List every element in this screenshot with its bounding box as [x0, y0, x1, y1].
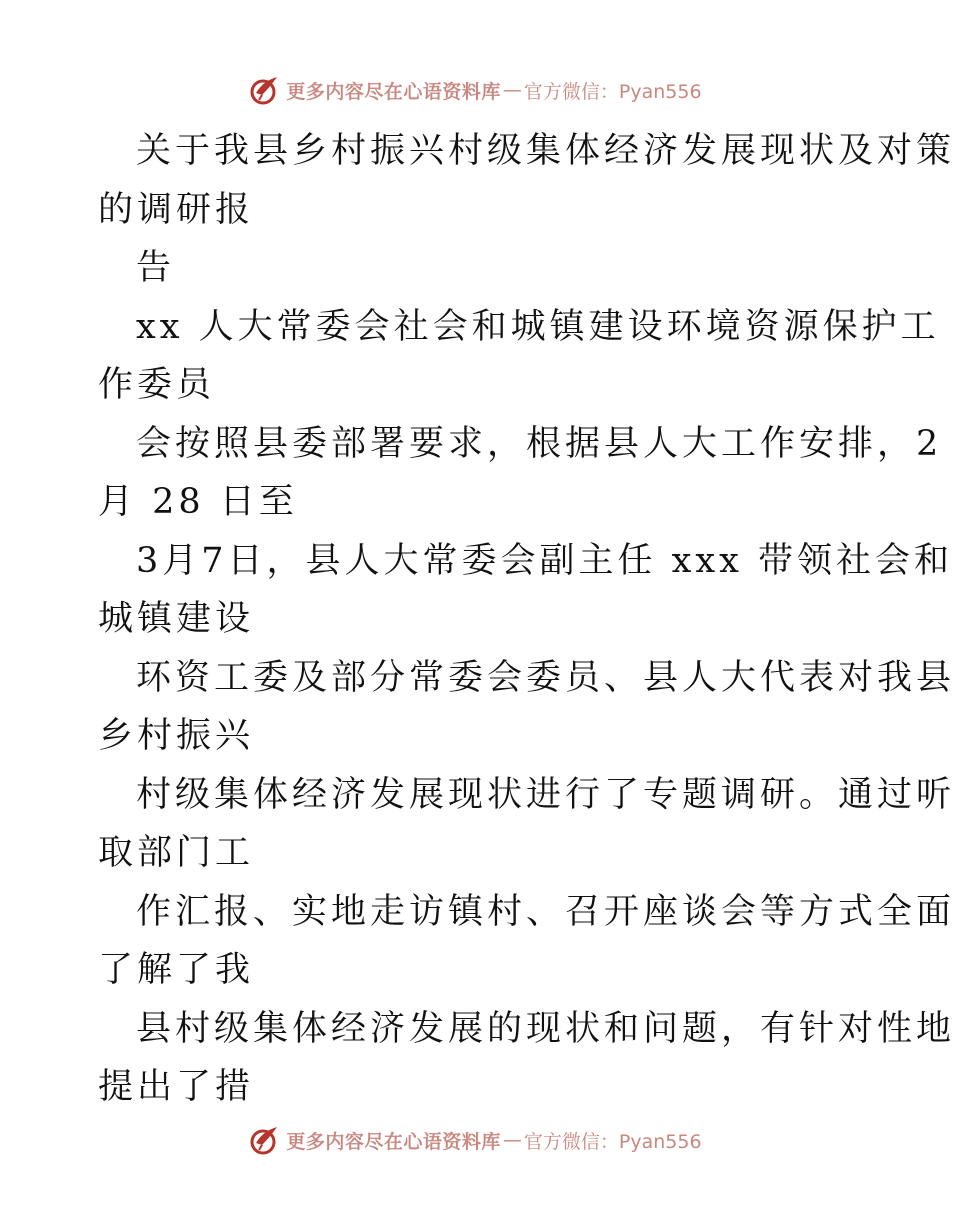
header-banner-content — [248, 73, 701, 107]
text-line: 月 28 日至 — [98, 482, 298, 522]
text-line: xx 人大常委会社会和城镇建设环境资源保护工 — [136, 306, 940, 347]
text-line: 告 — [136, 248, 176, 288]
text-line: 村级集体经济发展现状进行了专题调研。通过听 — [136, 774, 955, 815]
footer-banner — [0, 1120, 950, 1160]
brand-logo-icon — [248, 73, 282, 107]
header-banner — [0, 70, 950, 110]
text-line: 县村级集体经济发展的现状和问题，有针对性地 — [136, 1008, 955, 1049]
text-line: 作委员 — [98, 365, 216, 405]
text-line: 环资工委及部分常委会委员、县人大代表对我县 — [136, 657, 955, 698]
text-line: 会按照县委部署要求，根据县人大工作安排，2 — [136, 423, 943, 464]
text-line: 了解了我 — [98, 950, 255, 990]
document-body — [98, 122, 955, 1117]
text-line: 取部门工 — [98, 833, 255, 873]
header-banner-separator: — — [502, 79, 522, 101]
footer-banner-separator: — — [502, 1129, 522, 1151]
text-line: 3月7日，县人大常委会副主任 xxx 带领社会和 — [136, 540, 954, 581]
header-banner-text: 更多内容尽在心语资料库 — [286, 80, 501, 103]
text-line: 的调研报 — [98, 189, 255, 230]
text-line: 乡村振兴 — [98, 716, 255, 756]
text-line: 关于我县乡村振兴村级集体经济发展现状及对策 — [136, 131, 955, 171]
text-line: 城镇建设 — [98, 599, 255, 639]
footer-banner-text: 更多内容尽在心语资料库 — [286, 1130, 501, 1153]
footer-banner-wechat: 官方微信：Pyan556 — [523, 1130, 702, 1153]
brand-logo-icon — [248, 1123, 282, 1157]
footer-banner-content — [248, 1123, 701, 1157]
text-line: 提出了措 — [98, 1067, 255, 1107]
text-line: 作汇报、实地走访镇村、召开座谈会等方式全面 — [136, 891, 955, 932]
header-banner-wechat: 官方微信：Pyan556 — [523, 80, 702, 103]
